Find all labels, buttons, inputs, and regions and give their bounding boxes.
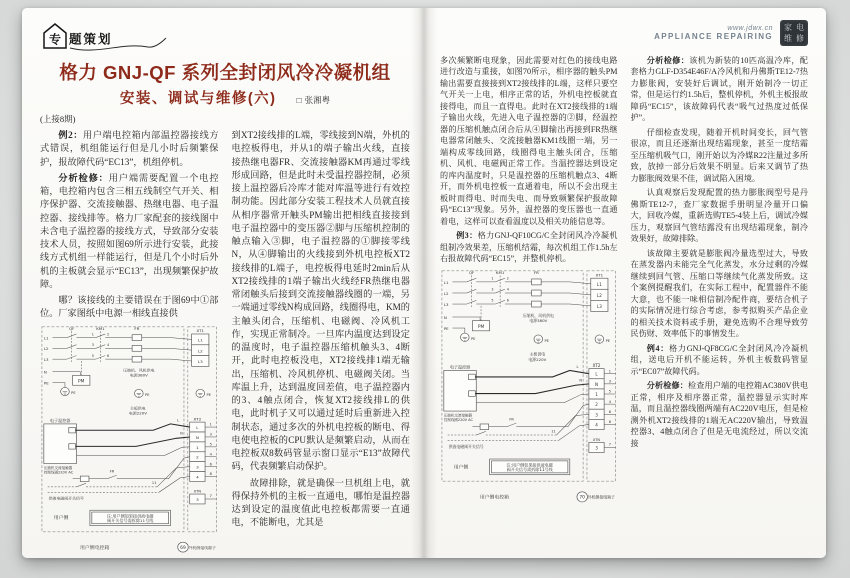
svg-text:1: 1 <box>209 422 212 427</box>
xt1-terminal: L3 <box>197 358 203 364</box>
phase-label: L3 <box>43 356 49 362</box>
svg-text:8: 8 <box>608 419 611 424</box>
wiring-diagram-70 <box>440 269 618 507</box>
ground-symbols <box>61 387 205 397</box>
xt2-terminal: N <box>594 381 599 387</box>
figure-number: 70 <box>579 495 585 501</box>
svg-text:1: 1 <box>491 276 494 281</box>
xt2-terminal: 2 <box>595 401 598 407</box>
paragraph-text: 多次频繁断电现象，因此需要对红色的接线电路进行改造与重接，如图70所示，相序器的触头PM输出需要直接接到XT2接线排的L端，这样只要空气开关一上电，相序正常的话，外机电控板就直接得电，而且一直得电。此时在XT2接线排的1端子输出火线，先进入电子温控器的②脚，经温控器的压缩机触点闭合后从④脚输出再接到FR热继电器常闭触头、交流接触器KM1线圈一端，另一端构成零线回路，线圈得电主触头闭合，压缩机、风机、电磁阀正常工作。当温控器达到设定的库内温度时，只是温控器的压缩机触点3、4断开，而外机电控板一直通着电，所以不会出现主板时而得电、时而失电、而导致频繁保护报故障码“EC13”现象。另外，温控器的变压器也一直通着电，这样可以查看温度以及相关功能信息等。 <box>440 56 618 226</box>
article-subtitle-row <box>40 87 410 108</box>
paragraph-text: 格力GNJ-QF8CG/C全封闭风冷冷凝机组，送电后开机不能运转，外机主板数码管显示“EC07”故障代码。 <box>630 343 808 376</box>
header-text <box>654 25 773 41</box>
svg-text:5: 5 <box>608 389 611 394</box>
svg-text:7: 7 <box>209 493 212 498</box>
xt2-terminal: 1 <box>595 391 598 397</box>
svg-text:6: 6 <box>107 353 110 358</box>
paragraph <box>631 187 809 244</box>
paragraph-lead: 分析检修： <box>58 172 109 183</box>
caption-user-side: 用户侧电控箱 <box>479 495 509 501</box>
left-column-2 <box>232 129 411 558</box>
author-byline <box>297 95 331 105</box>
wiring-diagram-69 <box>40 325 219 557</box>
l-wire-label: L <box>576 364 579 369</box>
pe-label: PE <box>471 336 476 341</box>
phase-monitor-label: PM <box>78 378 85 384</box>
xt2-terminal: 1 <box>196 444 199 450</box>
xt2-terminal: 4 <box>196 474 199 479</box>
relay-label: FR <box>533 269 539 275</box>
svg-text:5: 5 <box>491 298 494 303</box>
valve-wire-number: 11 <box>151 480 157 485</box>
stamp-char: 维 <box>784 33 792 43</box>
power-220-label: 主板供电 <box>529 351 546 357</box>
thermostat-label: 电子温控器 <box>49 417 71 423</box>
figure-number: 69 <box>180 545 186 551</box>
svg-text:阀开关信号需拆除11号线: 阀开关信号需拆除11号线 <box>107 517 154 523</box>
user-side-label: 用户侧 <box>453 465 469 470</box>
phase-label: L1 <box>43 335 49 340</box>
paragraph-text: 仔细检查发现，随着开机时间变长，回气管很凉，而且还逐渐出现结霜现象，甚至一度结霜至压缩机吸气口，刚开始以为冷媒R22注量过多所致，放掉一部分后效果不明显。后来又调节了热力膨胀阀效果不佳，调试陷入困境。 <box>630 127 808 183</box>
paragraph <box>40 172 219 291</box>
user-side-label: 用户侧 <box>53 515 69 521</box>
author-name: 张湘粤 <box>304 95 331 105</box>
svg-text:控制线圈220V AC: 控制线圈220V AC <box>443 417 474 422</box>
coil-label: 压缩机交流接触器 <box>43 465 73 470</box>
coil-label: 压缩机交流接触器 <box>443 413 473 418</box>
paragraph-text: 检查用户端的电控箱AC380V供电正常，相序及相序器正常，温控器显示实时库温，而且温控器线圈两端有AC220V电压，但是检测外机XT2接线排的1端无AC220V输出，导致温控器3、4触点闭合了但是无电流经过，所以交流接 <box>630 381 808 448</box>
svg-text:1: 1 <box>91 331 94 336</box>
paragraph <box>40 129 219 169</box>
xt2-terminal-strip <box>589 368 616 429</box>
xt1-terminal: L2 <box>596 292 602 298</box>
phase-label: L1 <box>443 279 449 285</box>
note-text: 注:用户侧如果接供液电磁 <box>506 462 553 468</box>
svg-text:6: 6 <box>209 461 212 466</box>
right-page-columns <box>440 55 808 549</box>
svg-text:电源220V: 电源220V <box>528 356 547 362</box>
xt1-label: XT1 <box>196 327 205 333</box>
svg-text:电源220V: 电源220V <box>128 410 147 415</box>
article-title: 格力 GNJ-QF 系列全封闭风冷冷凝机组 <box>59 62 391 83</box>
phase-label: PE <box>43 379 49 385</box>
svg-text:阀开关信号需拆除11号线: 阀开关信号需拆除11号线 <box>506 466 553 472</box>
xt1-terminal: L1 <box>596 281 602 287</box>
website-url: www.jdwx.cn <box>727 25 773 32</box>
phase-label: L3 <box>443 301 449 307</box>
ground-symbols <box>461 333 604 343</box>
pe-label: PE <box>605 338 610 343</box>
svg-text:1: 1 <box>608 369 611 374</box>
phase-label: N <box>43 369 47 375</box>
masthead-house-char: 专 <box>48 32 62 47</box>
figure-69 <box>40 325 219 557</box>
paragraph <box>440 230 618 264</box>
xt2-terminal: 3 <box>196 464 199 470</box>
paragraph-text: 该机为新装的10匹高温冷库，配套格力GLF-D354E46F/A冷风机和丹佛斯TE12-7热力膨胀阀，安装好后调试，刚开始制冷一切正常，但是运行约1.5h后，整机停机，外机主板报故障码“EC15”，该故障码代表“吸气过热度过低保护”。 <box>630 56 808 123</box>
pe-label: PE <box>544 338 549 343</box>
xt2-terminal: N <box>195 434 199 440</box>
right-page-header <box>440 20 808 46</box>
relay-contact-label: FR <box>509 417 514 421</box>
masthead-logo-icon <box>40 20 180 52</box>
xt2-terminal-strip <box>190 422 217 481</box>
left-column-1 <box>40 129 219 558</box>
paragraph-lead: 例4： <box>646 343 670 353</box>
xt2-terminal: 3 <box>595 412 598 418</box>
n-wire-label: N <box>180 431 183 436</box>
svg-text:6: 6 <box>506 298 509 303</box>
svg-text:5: 5 <box>209 442 212 446</box>
valve-signal-label: 供液电磁阀开关信号 <box>48 495 84 500</box>
paragraph-lead: 例3： <box>456 231 478 241</box>
xtn-terminal: 3 <box>196 496 199 502</box>
article-subtitle: 安装、调试与维修(六) <box>119 91 277 107</box>
paragraph-text: 哪？该接线的主要错误在于图69中①部位。厂家图纸中电源一相线直接供 <box>40 295 219 319</box>
thermostat-label: 电子温控器 <box>449 364 471 370</box>
pe-label: PE <box>206 392 211 397</box>
left-page-columns <box>40 129 410 558</box>
xt2-label: XT2 <box>592 362 601 368</box>
figure-70 <box>440 269 618 507</box>
breaker-label: QF <box>68 325 75 331</box>
paragraph <box>631 127 809 184</box>
masthead-text: 题策划 <box>69 32 113 47</box>
stamp-char: 家 <box>784 22 792 32</box>
paragraph <box>40 294 219 321</box>
svg-text:2: 2 <box>506 276 509 281</box>
svg-text:4: 4 <box>107 342 110 347</box>
right-column-2 <box>631 55 809 549</box>
svg-text:电源380V: 电源380V <box>129 372 148 378</box>
xt1-terminal: L3 <box>596 303 602 309</box>
paragraph-text: 用户端电控箱内部温控器接线方式错误，机组能运行但是几小时后频繁保护，报故障代码“EC13”，机组停机。 <box>40 130 219 167</box>
xtn-label: XTN <box>193 489 201 494</box>
valve-wire-number: 11 <box>551 429 556 433</box>
power-380-label: 压缩机、风机供电 <box>123 367 155 373</box>
l-wire-label: L <box>177 418 180 423</box>
pe-label: PE <box>71 390 76 395</box>
paragraph-text: 到XT2接线排的L端，零线接到N端，外机的电控板得电，并从1的端子输出火线，直接接热继电器FR、交流接触器KM再通过零线形成回路，但是此时未受温控器控制，必须接上温控器后冷库才能对库温等进行有效控制功能。因此部分安装工程技术人员就直接从相序器常开触头PM输出把相线直接接到电子温控器中的变压器②脚与压缩机控制的触点输入③脚，电子温控器的①脚接零线N，从④脚输出的火线接到外机电控板XT2接线排的L端子，电控板得电延时2min后从XT2接线排的1端子输出火线经FR热继电器常闭触头后接到交流接触器线圈的一端，另一端通过零线N构成回路，线圈得电，KM的主触头闭合，压缩机、电磁阀、冷风机工作，实现正常制冷。一旦库内温度达到设定的温度时，电子温控器压缩机触头3、4断开，此时电控板没电，XT2接线排1端无输出，压缩机、冷风机停机、电磁阀关闭。当库温上升，达到温度回差值，电子温控器内的3、4触点闭合，恢复XT2接线排L的供电，此时机子又可以通过延时后重新进入控制状态，通过多次的外机电控板的断电、得电使电控板的CPU默认是频繁启动，从而在电控板双8数码管显示窗口显示“E13”故障代码，代表频繁启动保护。 <box>231 130 410 472</box>
xt1-terminal: L2 <box>197 347 203 353</box>
contactor-label: KM1 <box>96 325 105 331</box>
masthead <box>40 20 410 52</box>
stamp-char: 修 <box>796 33 804 43</box>
caption-outdoor-side: 外机侧接线端子 <box>188 544 216 550</box>
svg-text:3: 3 <box>491 287 494 292</box>
xt1-terminal: L1 <box>197 337 203 343</box>
paragraph <box>631 55 809 124</box>
xt2-terminal: 4 <box>595 422 598 428</box>
paragraph-lead: 分析检修： <box>646 56 690 65</box>
svg-text:3: 3 <box>608 379 611 384</box>
xtn-terminal: 3 <box>595 445 598 451</box>
paragraph-lead: 分析检修： <box>646 381 688 391</box>
valve-signal-label: 供液电磁阀开关信号 <box>448 443 484 449</box>
paragraph <box>232 477 411 530</box>
xt2-label: XT2 <box>193 415 202 421</box>
xt2-terminal: L <box>196 424 199 430</box>
svg-text:6: 6 <box>608 409 611 414</box>
xt2-terminal: 2 <box>196 454 199 460</box>
paragraph-text: 格力GNJ-QF10CG/C全封闭风冷冷凝机组制冷效果差，压缩机结霜，每次机组工作1.5h左右报故障代码“EC15”，并整机停机。 <box>440 231 618 264</box>
svg-text:8: 8 <box>209 471 212 476</box>
note-text: 注:用户侧如果接供液电磁 <box>106 513 154 518</box>
paragraph <box>440 55 618 227</box>
svg-text:4: 4 <box>608 399 611 404</box>
phase-label: PE <box>443 325 449 331</box>
breaker-label: QF <box>468 269 475 275</box>
svg-text:3: 3 <box>209 432 212 437</box>
phase-label: L2 <box>43 345 49 351</box>
paragraph <box>631 380 809 449</box>
paragraph-text: 故障排除，就是确保一旦机组上电，就得保持外机的主板一直通电，哪怕是温控器达到设定的温度值此电控板都需要一直通电，不能断电，尤其是 <box>231 477 410 528</box>
svg-text:3: 3 <box>91 342 94 347</box>
stamp-char: 电 <box>796 22 804 32</box>
svg-text:4: 4 <box>209 451 212 456</box>
right-column-1 <box>440 55 618 549</box>
paragraph-text: 该故障主要就是膨胀阀冷量选型过大，导致在蒸发器内未能完全气化蒸发，水分过剩的冷媒继续到回气管、压缩口等继续气化蒸发所致。这个案例提醒我们，在实际工程中，配置器件不能大意，也不能一味相信制冷配件商，要结合机子的实际情况进行综合考虑，参考拟购买产品企业的相关技术资料或手册，避免选购不合理导致劳民伤财、效率低下的事情发生。 <box>630 248 808 339</box>
pe-label: PE <box>145 392 150 397</box>
paragraph <box>631 248 809 340</box>
page-left <box>22 8 424 558</box>
magazine-spread <box>22 8 826 558</box>
continued-from-note: (上接8期) <box>40 114 76 124</box>
relay-contact-label: FR <box>109 469 115 473</box>
contactor-label: KM1 <box>495 269 505 275</box>
page-right <box>424 8 826 558</box>
svg-text:电源380V: 电源380V <box>529 317 548 323</box>
magazine-name: APPLIANCE REPAIRING <box>654 32 773 41</box>
wire-numbers <box>609 369 612 446</box>
phase-monitor-label: PM <box>477 324 485 330</box>
magazine-stamp-logo <box>780 20 808 46</box>
xtn-label: XTN <box>592 437 601 442</box>
author-marker-box: □ <box>296 95 302 105</box>
relay-label: FR <box>134 325 140 331</box>
paragraph-text: 用户端需要配置一个电控箱，电控箱内包含三相五线制空气开关、相序保护器、交流接触器、热继电器、电子温控器、接线排等。格力厂家配套的接线图中未含电子温控器的接线方式，导致部分安装技术人员，按照如图69所示进行安装，此接线方式机组一样能运行，但是几个小时后外机的主板就会显示“EC13”，出现频繁保护故障。 <box>40 172 219 289</box>
caption-user-side: 用户侧电控箱 <box>80 545 110 551</box>
phase-label: L2 <box>443 290 449 296</box>
wire-numbers <box>210 422 212 497</box>
power-380-label: 压缩机、风机供电 <box>522 312 554 318</box>
svg-text:控制线圈220V AC: 控制线圈220V AC <box>43 469 74 474</box>
phase-label: N <box>443 314 447 320</box>
paragraph <box>232 129 411 474</box>
svg-text:7: 7 <box>608 442 611 447</box>
power-220-label: 主板供电 <box>130 405 146 410</box>
xt2-terminal: L <box>595 371 598 377</box>
paragraph <box>631 343 809 377</box>
svg-text:4: 4 <box>506 287 509 292</box>
n-wire-label: N <box>579 378 582 383</box>
svg-text:5: 5 <box>91 353 94 358</box>
paragraph-lead: 例2： <box>58 130 83 140</box>
caption-outdoor-side: 外机侧接线端子 <box>587 494 615 500</box>
xt1-label: XT1 <box>595 272 604 278</box>
paragraph-text: 认真观察后发现配置的热力膨胀阀型号是丹佛斯TE12-7，查厂家数据手册明显冷量开口偏大，回收冷媒，重新选购TE5-4装上后，调试冷媒压力，观察回气管结露没有出现结霜现象，制冷效果好，故障排除。 <box>630 188 808 244</box>
svg-text:2: 2 <box>107 331 110 336</box>
